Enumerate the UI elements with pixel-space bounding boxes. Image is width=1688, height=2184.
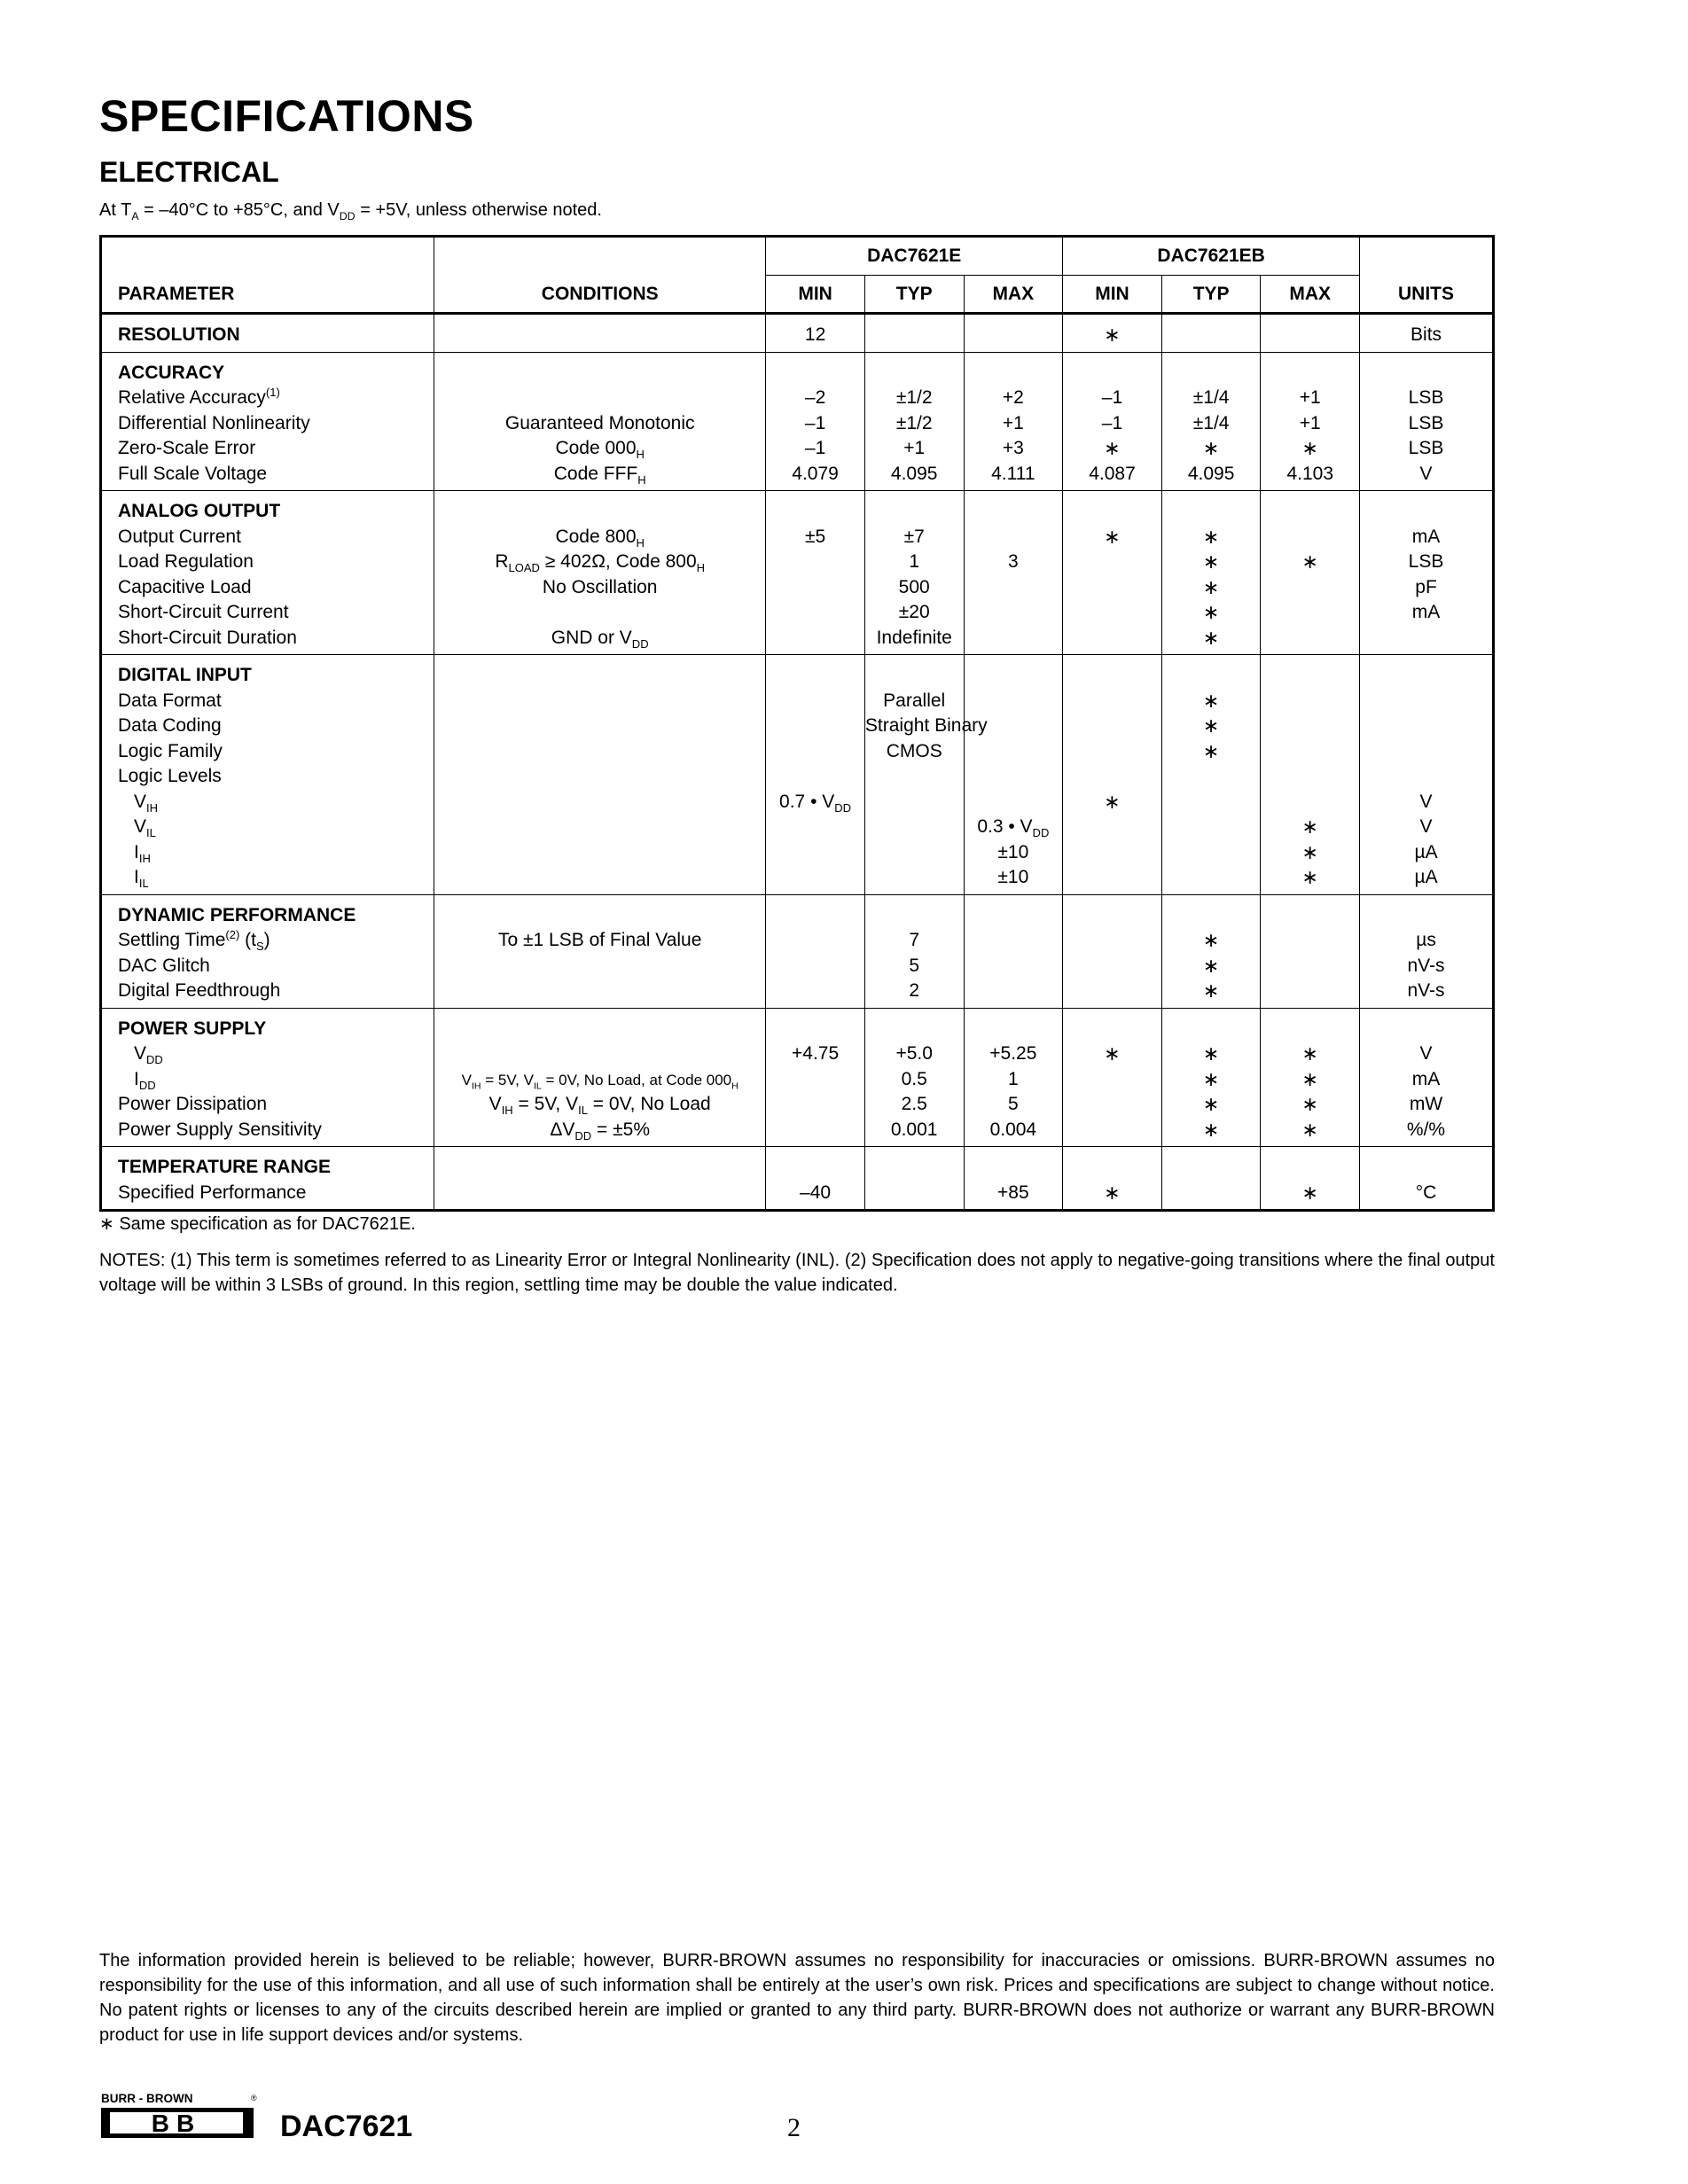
- cell-e-typ: 1: [909, 551, 920, 572]
- cell-eb-max: [1261, 600, 1359, 626]
- cell-eb-typ: ∗: [1202, 739, 1220, 762]
- section-power-supply: [101, 1008, 1494, 1147]
- cell-units: °C: [1415, 1182, 1437, 1203]
- cell-e-max: [965, 790, 1063, 815]
- cell-eb-max: [1261, 790, 1359, 815]
- cell-units: pF: [1415, 576, 1437, 597]
- condition-value: [434, 840, 765, 866]
- cell-units: %/%: [1406, 1119, 1446, 1140]
- cell-e-typ: 2.5: [901, 1094, 927, 1114]
- cell-e-max: 0.3 • $V_{DD}$: [977, 816, 1050, 840]
- section-temperature-range: [101, 1147, 1494, 1211]
- cell-e-typ: [865, 865, 964, 891]
- cell-eb-max: ∗: [1301, 815, 1318, 838]
- cell-eb-min: ∗: [1104, 525, 1121, 548]
- section-accuracy: [101, 352, 1494, 491]
- cell-units: LSB: [1408, 387, 1444, 408]
- cell-eb-typ: ∗: [1202, 575, 1220, 598]
- condition-value: $\Delta V_{DD} = \pm 5\%$: [550, 1119, 651, 1143]
- section-analog-output: [101, 491, 1494, 655]
- cell-units: mA: [1411, 526, 1441, 547]
- cell-e-min: 12: [804, 324, 826, 345]
- cell-eb-typ: ∗: [1202, 1042, 1220, 1065]
- cell-e-typ: ±7: [903, 526, 925, 547]
- cell-eb-typ: ±1/4: [1192, 387, 1230, 408]
- param-label: Output Current: [118, 526, 241, 547]
- cell-eb-min: [1063, 739, 1161, 765]
- cell-eb-min: [1063, 714, 1161, 739]
- cell-e-max: [965, 954, 1063, 979]
- cell-eb-min: [1063, 1067, 1161, 1093]
- cell-e-typ: [865, 840, 964, 866]
- param-label: Short-Circuit Current: [118, 602, 289, 622]
- condition-value: $V_{IH} = 5V$, $V_{IL} = 0V$, No Load: [488, 1094, 711, 1118]
- cell-e-typ: 500: [898, 576, 930, 597]
- section-title: TEMPERATURE RANGE: [118, 1157, 331, 1177]
- header-parameter: PARAMETER: [101, 237, 434, 314]
- cell-eb-min: [1063, 865, 1161, 891]
- cell-units: LSB: [1408, 412, 1444, 433]
- cell-units: nV-s: [1407, 955, 1445, 976]
- cell-e-min: –2: [804, 387, 826, 408]
- cell-eb-min: ∗: [1104, 790, 1121, 813]
- param-label: Digital Feedthrough: [118, 980, 281, 1001]
- cell-eb-typ: [1162, 764, 1261, 790]
- cell-units: µA: [1414, 867, 1438, 887]
- cell-eb-typ: ∗: [1202, 1067, 1220, 1090]
- cell-eb-max: [1261, 928, 1359, 954]
- cell-eb-min: 4.087: [1089, 463, 1136, 484]
- cell-eb-max: ∗: [1301, 1067, 1318, 1090]
- header-e-typ: TYP: [864, 276, 964, 314]
- header-eb-max: MAX: [1261, 276, 1360, 314]
- cell-eb-typ: ∗: [1202, 714, 1220, 737]
- param-label: Differential Nonlinearity: [118, 412, 310, 433]
- cell-units: µA: [1414, 841, 1438, 862]
- cell-e-max: [965, 979, 1063, 1004]
- condition-value: [434, 323, 765, 348]
- cell-eb-typ: [1162, 790, 1261, 815]
- param-label: Short-Circuit Duration: [118, 627, 297, 648]
- page-title: SPECIFICATIONS: [99, 91, 474, 141]
- param-label: Full Scale Voltage: [118, 463, 268, 484]
- cell-units: V: [1419, 816, 1433, 837]
- param-label: Zero-Scale Error: [118, 438, 256, 458]
- cell-e-typ: +5.0: [895, 1043, 933, 1064]
- cell-e-max: 3: [1008, 551, 1019, 572]
- condition-value: To ±1 LSB of Final Value: [497, 930, 702, 950]
- param-label: Settling Time$^{(2)}$ $(t_S)$: [118, 928, 270, 954]
- cell-eb-max: [1261, 689, 1359, 714]
- cell-eb-typ: ∗: [1202, 954, 1220, 977]
- cell-eb-max: ∗: [1301, 1042, 1318, 1065]
- cell-units: mW: [1409, 1094, 1443, 1114]
- header-units: UNITS: [1360, 237, 1494, 314]
- cell-e-max: [965, 626, 1063, 651]
- cell-e-min: [766, 689, 864, 714]
- header-conditions: CONDITIONS: [434, 237, 766, 314]
- star-footnote: ∗ Same specification as for DAC7621E.: [99, 1214, 416, 1234]
- cell-eb-max: ∗: [1301, 437, 1318, 459]
- cell-e-typ: 4.095: [890, 463, 938, 484]
- condition-value: Code $800_H$: [555, 526, 645, 550]
- condition-value: [434, 1181, 765, 1206]
- burr-brown-logo: [99, 2090, 261, 2140]
- cell-eb-min: [1063, 1092, 1161, 1118]
- section-title: ACCURACY: [118, 362, 225, 383]
- cell-e-max: [965, 323, 1063, 348]
- cell-eb-min: [1063, 1118, 1161, 1143]
- section-digital-input: [101, 655, 1494, 895]
- cell-e-typ: Parallel: [883, 690, 946, 711]
- cell-e-min: [766, 714, 864, 739]
- cell-eb-typ: ∗: [1202, 437, 1220, 459]
- cell-units: nV-s: [1407, 980, 1445, 1001]
- cell-e-max: +2: [1002, 387, 1024, 408]
- header-eb-min: MIN: [1063, 276, 1162, 314]
- cell-eb-min: [1063, 689, 1161, 714]
- condition-value: [434, 979, 765, 1004]
- header-group-dac7621eb: DAC7621EB: [1063, 237, 1360, 276]
- cell-eb-min: [1063, 764, 1161, 790]
- cell-units: [1360, 739, 1492, 765]
- param-label: Capacitive Load: [118, 576, 252, 597]
- cell-e-max: 1: [1008, 1068, 1019, 1089]
- condition-value: $V_{IH} = 5V$, $V_{IL} = 0V$, No Load, at Code $000_H$: [461, 1071, 738, 1091]
- cell-e-max: 0.004: [989, 1119, 1037, 1140]
- cell-e-typ: +1: [903, 438, 926, 458]
- param-label: $V_{IL}$: [134, 816, 156, 840]
- cell-eb-typ: ∗: [1202, 1093, 1220, 1115]
- condition-value: GND or $V_{DD}$: [551, 627, 649, 651]
- section-title: RESOLUTION: [118, 324, 240, 345]
- cell-e-min: [766, 979, 864, 1004]
- condition-value: [434, 1041, 765, 1067]
- cell-eb-typ: [1162, 840, 1261, 866]
- cell-e-min: –1: [804, 438, 826, 458]
- cell-e-min: +4.75: [792, 1043, 840, 1064]
- cell-eb-min: [1063, 550, 1161, 575]
- cell-units: V: [1419, 1043, 1433, 1064]
- cell-eb-typ: [1162, 323, 1261, 348]
- cell-eb-min: ∗: [1104, 324, 1121, 346]
- condition-value: [434, 764, 765, 790]
- notes: NOTES: (1) This term is sometimes referred to as Linearity Error or Integral Nonlinearity (INL). (2) Specification does not apply to negative-going transitions where the final output voltage will be within 3 LSBs of ground. In this region, settling time may be double the value indicated.: [99, 1251, 1495, 1295]
- cell-units: mA: [1411, 602, 1441, 622]
- cell-e-min: [766, 1092, 864, 1118]
- cell-eb-typ: ∗: [1202, 689, 1220, 712]
- cell-e-typ: [865, 1181, 964, 1206]
- cell-e-typ: 0.001: [890, 1119, 938, 1140]
- condition-value: [434, 954, 765, 979]
- section-title: ANALOG OUTPUT: [118, 501, 281, 521]
- cell-e-typ: ±1/2: [895, 412, 933, 433]
- condition-value: [434, 689, 765, 714]
- cell-e-typ: ±20: [898, 602, 930, 622]
- cell-eb-typ: [1162, 865, 1261, 891]
- cell-eb-max: ∗: [1301, 866, 1318, 888]
- cell-eb-min: [1063, 840, 1161, 866]
- cell-eb-max: [1261, 764, 1359, 790]
- cell-e-max: +85: [997, 1182, 1029, 1203]
- param-label: $I_{IH}$: [134, 841, 151, 865]
- cell-eb-max: [1261, 575, 1359, 601]
- cell-e-typ: 5: [909, 955, 920, 976]
- cell-eb-max: ∗: [1301, 1118, 1318, 1141]
- condition-value: [434, 386, 765, 411]
- cell-e-min: [766, 1118, 864, 1143]
- condition-value: Guaranteed Monotonic: [504, 412, 695, 433]
- cell-eb-min: [1063, 954, 1161, 979]
- cell-eb-typ: ∗: [1202, 979, 1220, 1002]
- cell-e-max: 5: [1008, 1094, 1019, 1114]
- cell-e-min: –40: [800, 1182, 832, 1203]
- condition-value: $R_{LOAD} \ge 402\Omega$, Code $800_H$: [495, 551, 706, 575]
- param-label: $V_{IH}$: [134, 791, 159, 815]
- cell-e-min: [766, 840, 864, 866]
- svg-text:®: ®: [251, 2094, 257, 2102]
- disclaimer: The information provided herein is believed to be reliable; however, BURR-BROWN assumes no responsibility for inaccuracies or omissions. BURR-BROWN assumes no responsibility for the use of this information, and all use of such information shall be entirely at the user’s own risk. Prices and specifications are subject to change without notice. No patent rights or licenses to any of the circuits described herein are implied or granted to any third party. BURR-BROWN does not authorize or warrant any BURR-BROWN product for use in life support devices and/or systems.: [99, 1951, 1495, 2045]
- cell-eb-min: –1: [1101, 387, 1123, 408]
- cell-eb-max: 4.103: [1286, 463, 1334, 484]
- condition-value: No Oscillation: [542, 576, 658, 597]
- cell-units: LSB: [1408, 551, 1444, 572]
- document-id: DAC7621: [280, 2110, 413, 2143]
- cell-e-max: 4.111: [991, 463, 1035, 484]
- condition-value: [434, 865, 765, 891]
- cell-eb-typ: ∗: [1202, 929, 1220, 951]
- cell-e-max: +3: [1002, 438, 1024, 458]
- cell-e-max: [965, 525, 1063, 550]
- cell-e-min: [766, 626, 864, 651]
- param-label: DAC Glitch: [118, 955, 210, 976]
- header-eb-typ: TYP: [1161, 276, 1261, 314]
- cell-eb-max: [1261, 626, 1359, 651]
- cell-eb-max: [1261, 525, 1359, 550]
- cell-units: mA: [1411, 1068, 1441, 1089]
- cell-eb-min: [1063, 575, 1161, 601]
- cell-units: LSB: [1408, 438, 1444, 458]
- section-dynamic-performance: [101, 894, 1494, 1008]
- cell-e-max: [965, 739, 1063, 765]
- cell-eb-typ: ∗: [1202, 626, 1220, 649]
- param-label: Logic Levels: [118, 766, 222, 786]
- cell-e-min: ±5: [804, 526, 826, 547]
- cell-e-min: [766, 1067, 864, 1093]
- cell-eb-typ: ∗: [1202, 1118, 1220, 1141]
- cell-e-max: ±10: [997, 841, 1029, 862]
- cell-e-max: [965, 600, 1063, 626]
- section-title: DYNAMIC PERFORMANCE: [118, 904, 356, 925]
- cell-eb-typ: ∗: [1202, 601, 1220, 623]
- cell-units: µs: [1416, 930, 1436, 950]
- cell-e-max: [965, 575, 1063, 601]
- cell-eb-min: [1063, 928, 1161, 954]
- page-number: 2: [787, 2113, 801, 2142]
- cell-eb-min: [1063, 815, 1161, 840]
- cell-e-min: [766, 600, 864, 626]
- cell-units: Bits: [1411, 324, 1442, 345]
- header-group-dac7621e: DAC7621E: [766, 237, 1063, 276]
- cell-units: [1360, 689, 1492, 714]
- test-conditions: At $T_A = -40^\circ C$ to +85°C, and $V_{DD} = +5V$, unless otherwise noted.: [99, 200, 602, 222]
- cell-e-min: [766, 764, 864, 790]
- param-label: Load Regulation: [118, 551, 254, 572]
- cell-eb-typ: [1162, 1181, 1261, 1206]
- cell-e-min: [766, 865, 864, 891]
- cell-eb-min: ∗: [1104, 1042, 1121, 1065]
- specifications-table: [99, 235, 1495, 1212]
- condition-value: Code $000_H$: [555, 438, 645, 462]
- cell-eb-max: [1261, 714, 1359, 739]
- header-e-min: MIN: [766, 276, 865, 314]
- cell-eb-max: [1261, 954, 1359, 979]
- param-label: Data Coding: [118, 715, 222, 736]
- cell-e-min: [766, 954, 864, 979]
- cell-e-typ: [865, 323, 964, 348]
- condition-value: [434, 790, 765, 815]
- cell-e-typ: 7: [909, 930, 920, 950]
- cell-units: V: [1419, 463, 1433, 484]
- cell-e-min: 0.7 • $V_{DD}$: [779, 791, 852, 815]
- cell-eb-typ: ±1/4: [1192, 412, 1230, 433]
- cell-eb-max: ∗: [1301, 1181, 1318, 1204]
- cell-eb-typ: [1162, 815, 1261, 840]
- cell-e-min: [766, 815, 864, 840]
- cell-eb-typ: ∗: [1202, 525, 1220, 548]
- cell-eb-typ: ∗: [1202, 550, 1220, 573]
- cell-e-typ: [865, 815, 964, 840]
- cell-eb-max: [1261, 739, 1359, 765]
- section-subtitle: ELECTRICAL: [99, 156, 279, 188]
- condition-value: [434, 600, 765, 626]
- section-title: POWER SUPPLY: [118, 1018, 267, 1039]
- cell-e-typ: CMOS: [886, 740, 942, 761]
- param-label: Logic Family: [118, 740, 223, 761]
- cell-e-min: [766, 928, 864, 954]
- logo-brand-text: BURR - BROWN: [101, 2092, 193, 2105]
- cell-e-typ: [865, 790, 964, 815]
- param-label: $I_{IL}$: [134, 867, 149, 891]
- cell-e-max: ±10: [997, 867, 1029, 887]
- cell-units: [1360, 714, 1492, 739]
- cell-eb-max: [1261, 323, 1359, 348]
- condition-value: [434, 739, 765, 765]
- cell-eb-min: ∗: [1104, 1181, 1121, 1204]
- param-label: $I_{DD}$: [134, 1068, 156, 1092]
- cell-e-min: [766, 550, 864, 575]
- param-label: Relative Accuracy$^{(1)}$: [118, 386, 280, 408]
- cell-e-max: [965, 928, 1063, 954]
- cell-eb-min: ∗: [1104, 437, 1121, 459]
- cell-eb-min: [1063, 600, 1161, 626]
- cell-e-min: –1: [804, 412, 826, 433]
- cell-e-min: [766, 575, 864, 601]
- param-label: Data Format: [118, 690, 222, 711]
- cell-eb-max: ∗: [1301, 550, 1318, 573]
- cell-e-typ: ±1/2: [895, 387, 933, 408]
- cell-e-max: +1: [1002, 412, 1024, 433]
- cell-e-max: [965, 689, 1063, 714]
- header-e-max: MAX: [964, 276, 1063, 314]
- section-resolution: [101, 314, 1494, 353]
- cell-e-typ: Indefinite: [876, 627, 952, 648]
- cell-e-typ: 2: [909, 980, 920, 1001]
- cell-e-max: [965, 764, 1063, 790]
- cell-units: [1360, 626, 1492, 651]
- cell-units: V: [1419, 791, 1433, 812]
- cell-e-typ: 0.5: [901, 1068, 927, 1089]
- cell-eb-max: +1: [1299, 387, 1321, 408]
- cell-eb-max: ∗: [1301, 1093, 1318, 1115]
- cell-e-typ: Straight Binary: [864, 715, 988, 736]
- param-label: Specified Performance: [118, 1182, 307, 1203]
- cell-eb-min: [1063, 979, 1161, 1004]
- condition-value: Code $FFF_H$: [553, 463, 646, 487]
- cell-eb-typ: 4.095: [1187, 463, 1235, 484]
- cell-eb-min: –1: [1101, 412, 1123, 433]
- param-label: Power Dissipation: [118, 1094, 268, 1114]
- section-title: DIGITAL INPUT: [118, 665, 252, 685]
- cell-e-min: 4.079: [792, 463, 839, 484]
- param-label: Power Supply Sensitivity: [118, 1119, 322, 1140]
- logo-mark-text: BB: [151, 2110, 202, 2137]
- cell-e-max: +5.25: [989, 1043, 1037, 1064]
- param-label: $V_{DD}$: [134, 1043, 163, 1067]
- condition-value: [434, 714, 765, 739]
- cell-e-typ: [865, 764, 964, 790]
- cell-eb-max: [1261, 979, 1359, 1004]
- condition-value: [434, 815, 765, 840]
- cell-e-min: [766, 739, 864, 765]
- cell-eb-min: [1063, 626, 1161, 651]
- cell-units: [1360, 764, 1492, 790]
- cell-eb-max: +1: [1299, 412, 1321, 433]
- cell-eb-max: ∗: [1301, 840, 1318, 863]
